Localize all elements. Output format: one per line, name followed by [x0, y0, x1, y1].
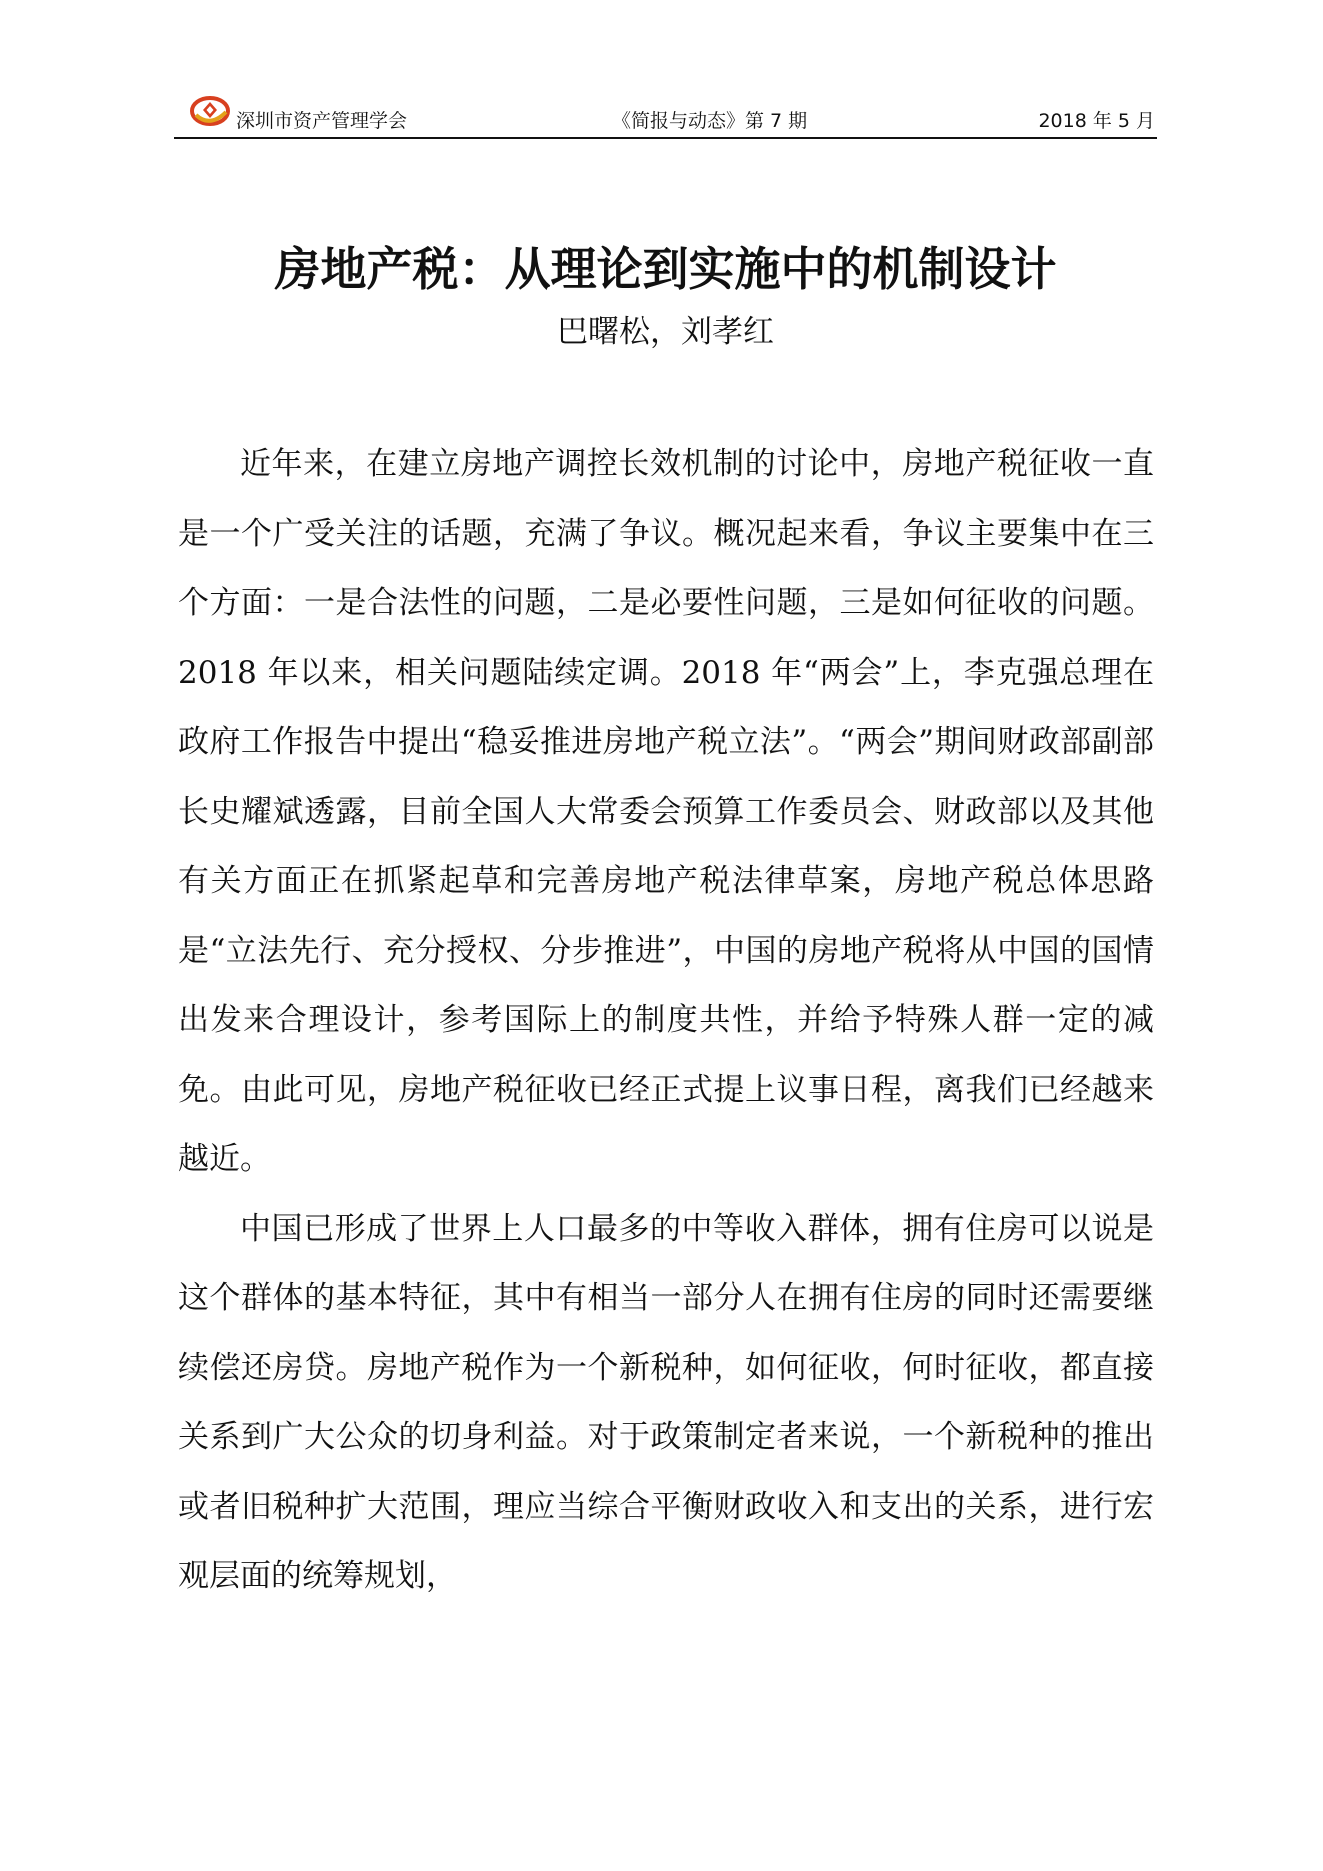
page-header [174, 92, 1157, 140]
article-authors: 巴曙松，刘孝红 [557, 314, 774, 350]
issue-date: 2018 年 5 月 [1038, 110, 1155, 132]
issue-title: 《简报与动态》第 7 期 [612, 110, 808, 132]
organization-name: 深圳市资产管理学会 [236, 110, 408, 132]
article-body [178, 430, 1154, 1612]
header-divider [174, 137, 1157, 139]
society-logo-icon [188, 94, 232, 128]
body-paragraph: 近年来，在建立房地产调控长效机制的讨论中，房地产税征收一直是一个广受关注的话题，充满了争议。概况起来看，争议主要集中在三个方面：一是合法性的问题，二是必要性问题，三是如何征收的问题。 2018 年以来，相关问题陆续定调。2018 年“两会”上，李克强总理在政府工作报告中提出“稳妥推进房地产税立法”。“两会”期间财政部副部长史耀斌透露，目前全国人大常委会预算工作委员会、财政部以及其他有关方面正在抓紧起草和完善房地产税法律草案，房地产税总体思路是“立法先行、充分授权、分步推进”，中国的房地产税将从中国的国情出发来合理设计，参考国际上的制度共性，并给予特殊人群一定的减免。由此可见，房地产税征收已经正式提上议事日程，离我们已经越来越近。 [178, 446, 1154, 1177]
article-title: 房地产税：从理论到实施中的机制设计 [274, 242, 1057, 296]
body-paragraph: 中国已形成了世界上人口最多的中等收入群体，拥有住房可以说是这个群体的基本特征，其中有相当一部分人在拥有住房的同时还需要继续偿还房贷。房地产税作为一个新税种，如何征收，何时征收，都直接关系到广大公众的切身利益。对于政策制定者来说，一个新税种的推出或者旧税种扩大范围，理应当综合平衡财政收入和支出的关系，进行宏观层面的统筹规划， [178, 1210, 1154, 1594]
